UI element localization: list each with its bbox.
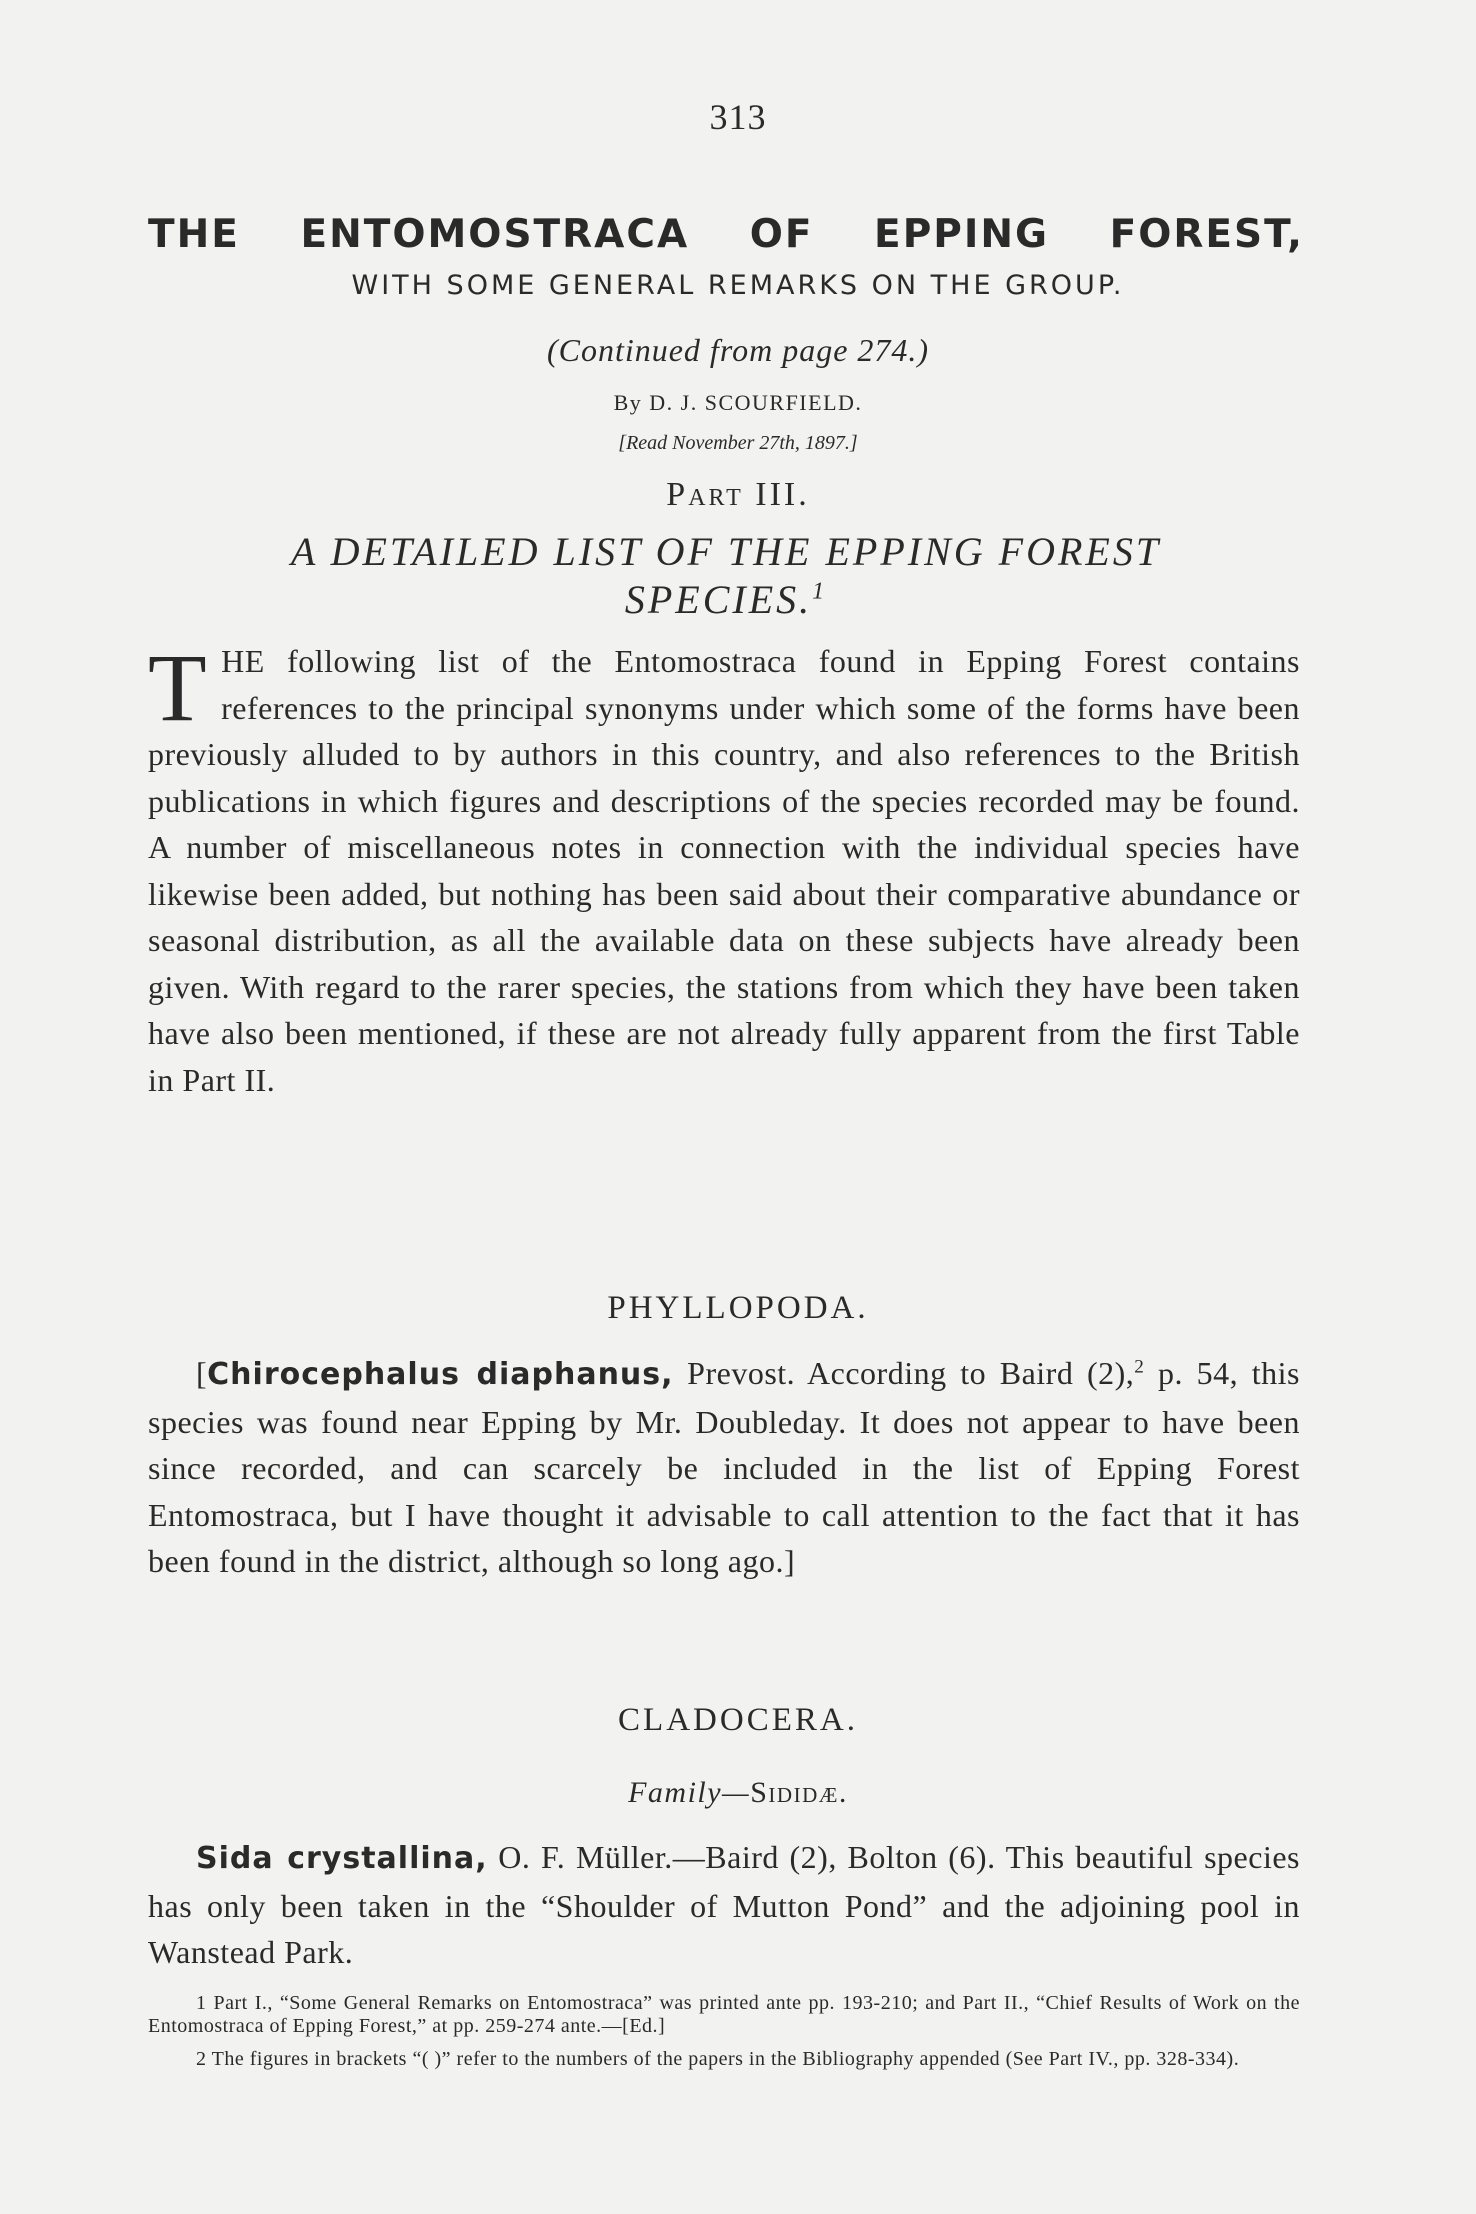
- open-bracket: [: [196, 1355, 208, 1391]
- chirocephalus-paragraph: [148, 1350, 1300, 1585]
- species-name-chirocephalus: Chirocephalus diaphanus,: [207, 1357, 674, 1392]
- chirocephalus-text-2: p. 54, this species was found near Epping by Mr. Doubleday. It does not appear to have been since recorded, and can scarcely be included in the list of Epping Forest Entomostraca, but I have thought it advisable to call attention to the fact that it has been found in the district, although so long ago.]: [148, 1355, 1301, 1579]
- footnote-1: 1 Part I., “Some General Remarks on Entomostraca” was printed ante pp. 193-210; and Part II., “Chief Results of Work on the Entomostraca of Epping Forest,” at pp. 259-274 ante.—[Ed.]: [148, 1992, 1300, 2037]
- read-date: [Read November 27th, 1897.]: [618, 432, 858, 454]
- footnote-mark-1: 1: [812, 578, 828, 605]
- family-heading: [0, 1776, 1476, 1810]
- species-name-sida: Sida crystallina,: [196, 1841, 488, 1876]
- continued-note: (Continued from page 274.): [546, 332, 930, 368]
- footnote-mark-2: 2: [1134, 1356, 1145, 1378]
- page-number: 313: [709, 97, 767, 137]
- part-heading: Part III.: [666, 476, 810, 513]
- intro-paragraph: [148, 634, 1300, 1103]
- author-line: By D. J. SCOURFIELD.: [613, 390, 863, 415]
- chirocephalus-text-1: Prevost. According to Baird (2),: [673, 1355, 1135, 1391]
- cladocera-heading: CLADOCERA.: [618, 1702, 858, 1738]
- list-heading-line1: A DETAILED LIST OF THE EPPING FOREST: [290, 529, 1162, 574]
- family-label: Family—: [628, 1776, 751, 1809]
- drop-cap: T: [148, 634, 208, 741]
- sida-paragraph: [148, 1834, 1300, 1976]
- footnotes: [148, 1992, 1300, 2081]
- list-heading: [186, 528, 1266, 624]
- intro-text: HE following list of the Entomostraca found in Epping Forest contains references to the principal synonyms under which some of the forms have been previously alluded to by authors in this country, and also references to the British publications in which figures and descriptions of the species recorded may be found. A number of miscellaneous notes in connection with the individual species have likewise been added, but nothing has been said about their comparative abundance or seasonal distribution, as all the available data on these subjects have already been given. With regard to the rarer species, the stations from which they have been taken have also been mentioned, if these are not already fully apparent from the first Table in Part II.: [148, 643, 1300, 1098]
- article-title: THE ENTOMOSTRACA OF EPPING FOREST,: [148, 212, 1304, 257]
- article-subtitle: WITH SOME GENERAL REMARKS ON THE GROUP.: [351, 270, 1125, 301]
- footnote-2: 2 The figures in brackets “( )” refer to the numbers of the papers in the Bibliography appended (See Part IV., pp. 328-334).: [196, 2048, 1240, 2070]
- family-name: Sididæ.: [750, 1776, 848, 1809]
- list-heading-line2: [186, 576, 1266, 624]
- sida-text: O. F. Müller.—Baird (2), Bolton (6). This beautiful species has only been taken in the “Shoulder of Mutton Pond” and the adjoining pool in Wanstead Park.: [148, 1839, 1301, 1970]
- list-heading-species: SPECIES.: [624, 577, 813, 622]
- phyllopoda-heading: PHYLLOPODA.: [607, 1290, 869, 1326]
